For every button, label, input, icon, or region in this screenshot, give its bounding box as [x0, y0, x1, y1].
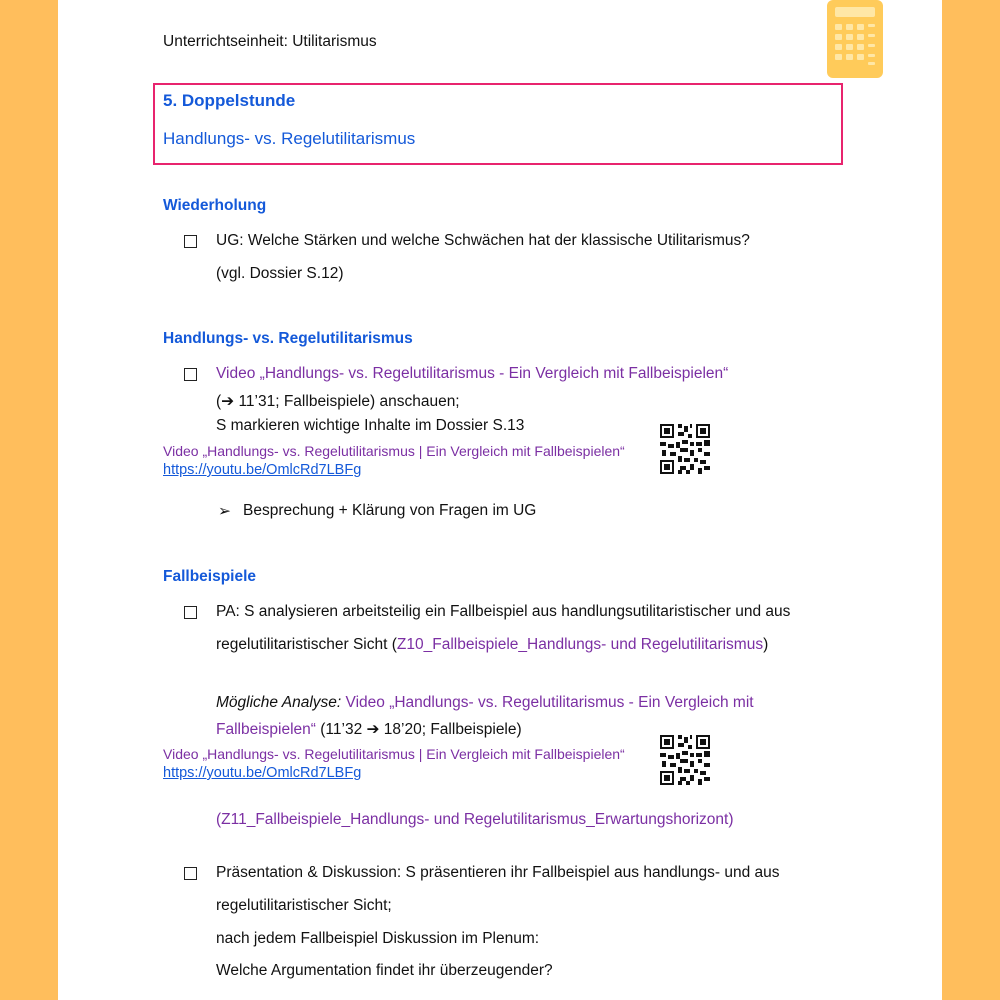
presentation-line2: regelutilitaristischer Sicht; — [216, 897, 392, 914]
partner-work-line2 — [216, 636, 768, 654]
video-caption-2: Video „Handlungs- vs. Regelutilitarismus | Ein Vergleich mit Fallbeispielen“ — [163, 746, 625, 762]
video-link[interactable]: https://youtu.be/OmlcRd7LBFg — [163, 462, 362, 478]
checkbox-icon[interactable] — [184, 606, 197, 619]
worksheet-file-z10: Z10_Fallbeispiele_Handlungs- und Regelutilitarismus — [396, 636, 764, 653]
analysis-line2 — [216, 720, 522, 739]
analysis-video-title: Video „Handlungs- vs. Regelutilitarismus - Ein Vergleich mit — [345, 694, 754, 711]
video-link-2[interactable]: https://youtu.be/OmlcRd7LBFg — [163, 765, 362, 781]
partner-work-prefix: regelutilitaristischer Sicht ( — [216, 636, 397, 653]
lesson-subtitle: Handlungs- vs. Regelutilitarismus — [163, 129, 416, 148]
review-question: UG: Welche Stärken und welche Schwächen hat der klassische Utilitarismus? — [216, 232, 750, 249]
discussion-bullet: Besprechung + Klärung von Fragen im UG — [243, 502, 537, 519]
checkbox-icon[interactable] — [184, 235, 197, 248]
section-heading-review: Wiederholung — [163, 197, 267, 214]
presentation-line4: Welche Argumentation findet ihr überzeugender? — [216, 962, 553, 979]
analysis-timestamp: (11’32 ➔ 18’20; Fallbeispiele) — [320, 721, 522, 738]
calculator-icon — [827, 0, 883, 80]
video-timestamp-line: (➔ 11’31; Fallbeispiele) anschauen; — [216, 393, 460, 410]
review-reference: (vgl. Dossier S.12) — [216, 265, 344, 282]
expectation-horizon-file: (Z11_Fallbeispiele_Handlungs- und Regelutilitarismus_Erwartungshorizont) — [216, 811, 734, 828]
section-heading-cases: Fallbeispiele — [163, 568, 257, 585]
section-heading-comparison: Handlungs- vs. Regelutilitarismus — [163, 330, 413, 347]
qr-code-icon — [660, 424, 710, 474]
checkbox-icon[interactable] — [184, 368, 197, 381]
video-title: Video „Handlungs- vs. Regelutilitarismus - Ein Vergleich mit Fallbeispielen“ — [216, 365, 729, 382]
checkbox-icon[interactable] — [184, 867, 197, 880]
presentation-line1: Präsentation & Diskussion: S präsentieren ihr Fallbeispiel aus handlungs- und aus — [216, 864, 780, 881]
presentation-line3: nach jedem Fallbeispiel Diskussion im Plenum: — [216, 930, 540, 947]
unit-label: Unterrichtseinheit: Utilitarismus — [163, 33, 377, 50]
analysis-label: Mögliche Analyse: — [216, 694, 342, 711]
analysis-line1 — [216, 694, 754, 712]
dossier-marking-line: S markieren wichtige Inhalte im Dossier S.13 — [216, 417, 525, 434]
partner-work-line1: PA: S analysieren arbeitsteilig ein Fallbeispiel aus handlungsutilitaristischer und aus — [216, 603, 791, 620]
partner-work-suffix: ) — [763, 636, 769, 653]
analysis-video-title-end: Fallbeispielen“ — [216, 721, 316, 738]
lesson-number-title: 5. Doppelstunde — [163, 91, 296, 110]
arrow-bullet-icon: ➢ — [218, 503, 231, 520]
video-caption: Video „Handlungs- vs. Regelutilitarismus | Ein Vergleich mit Fallbeispielen“ — [163, 443, 625, 459]
qr-code-icon — [660, 735, 710, 785]
document-page — [58, 0, 942, 1000]
